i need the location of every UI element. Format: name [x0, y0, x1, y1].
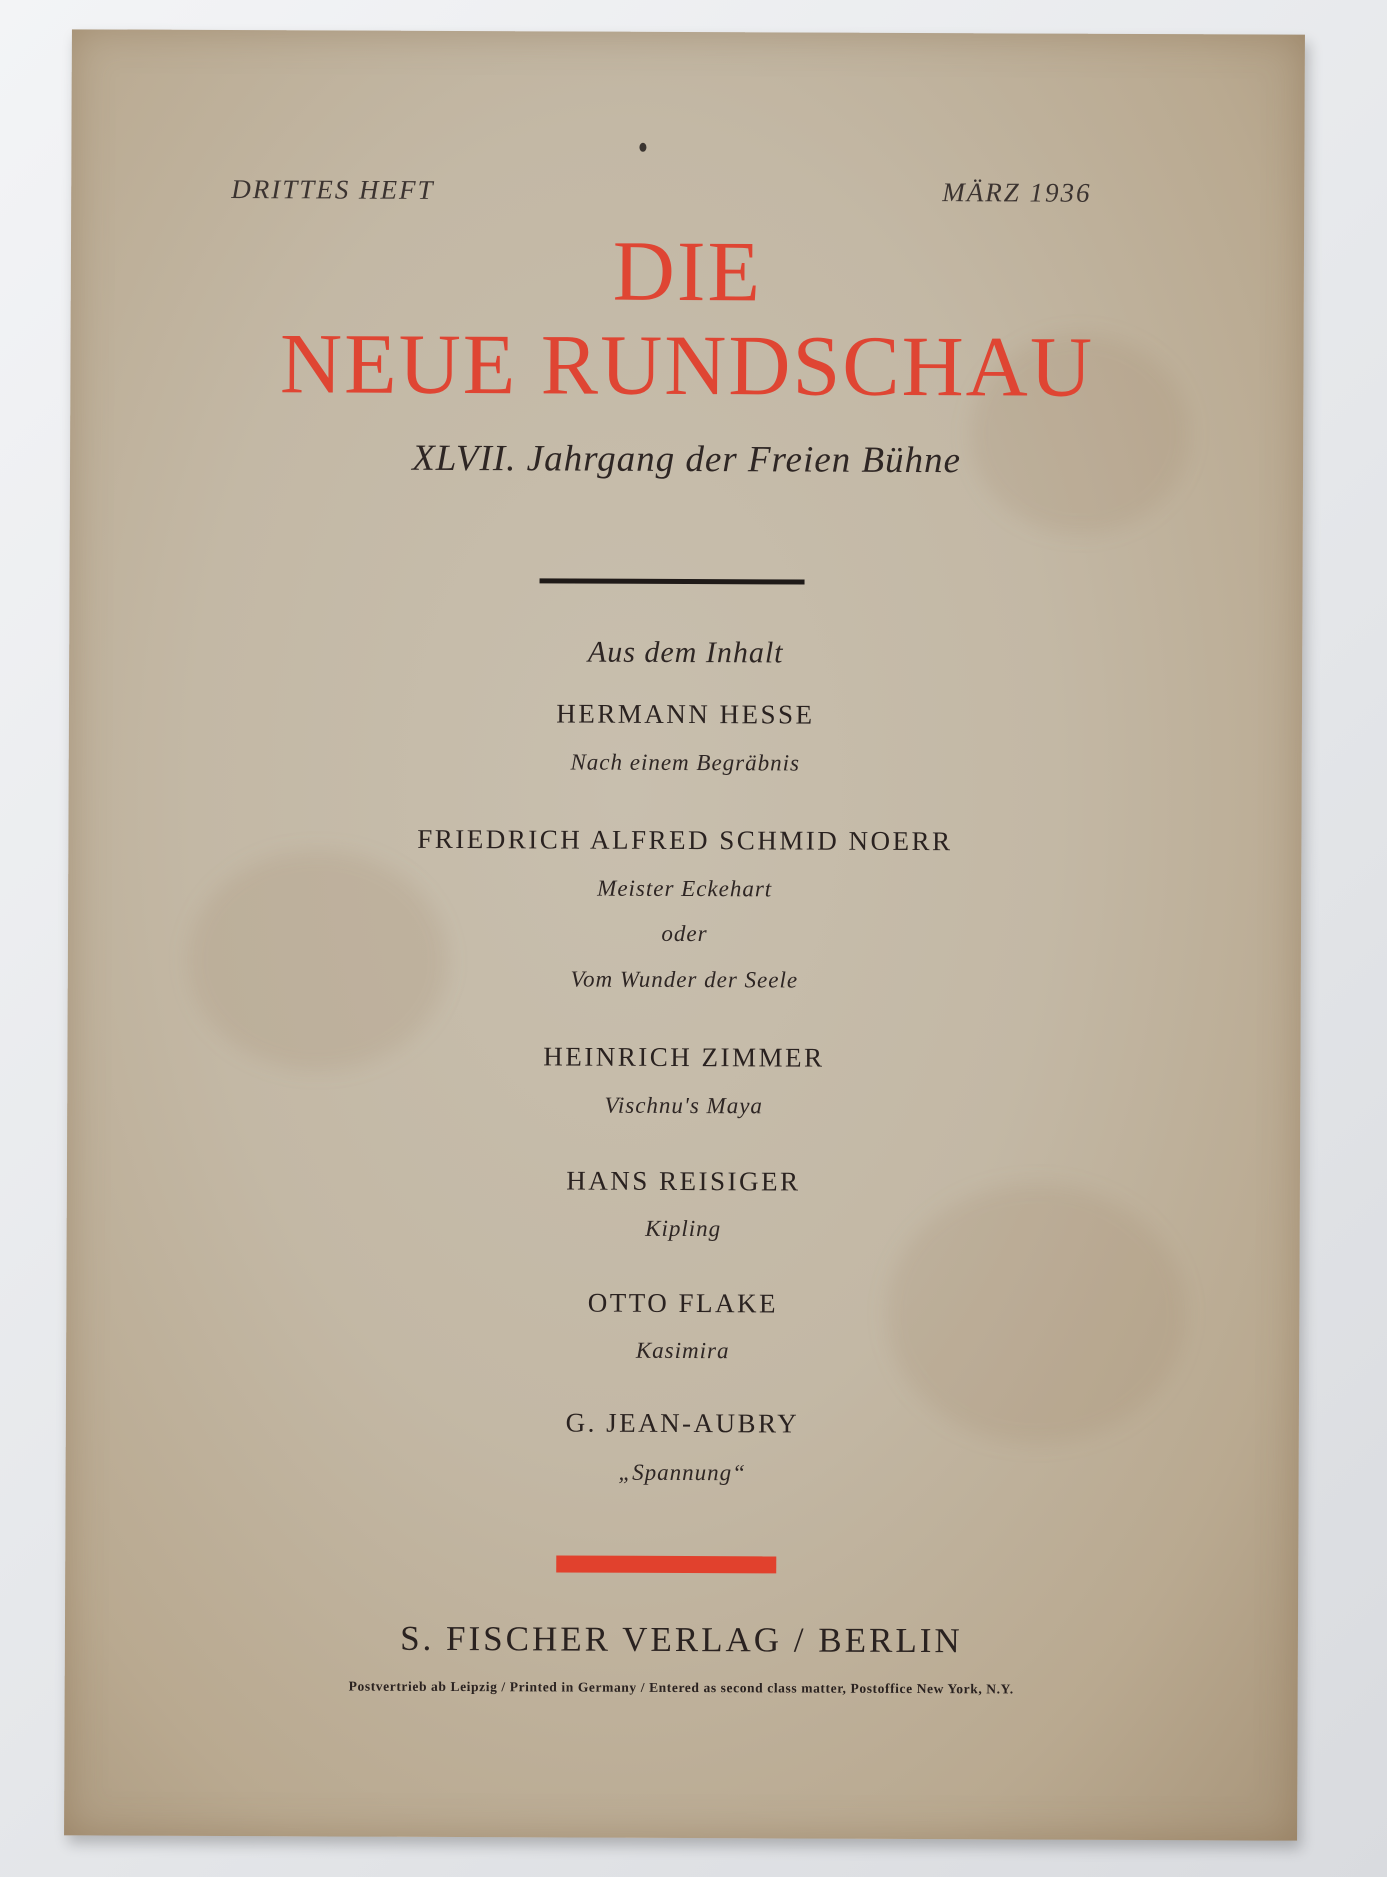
- issue-label: DRITTES HEFT: [231, 174, 435, 205]
- title-line-1: DIE: [612, 222, 763, 320]
- contents-work: Nach einem Begräbnis: [570, 749, 801, 776]
- contents-work: Kasimira: [635, 1337, 730, 1364]
- issue-date: MÄRZ 1936: [942, 177, 1092, 208]
- magazine-cover: [64, 29, 1305, 1840]
- ink-dot: [639, 143, 646, 152]
- red-divider: [556, 1555, 776, 1573]
- title-line-2: NEUE RUNDSCHAU: [279, 315, 1095, 415]
- contents-work: Vischnu's Maya: [604, 1092, 763, 1119]
- contents-work: Meister Eckehart: [597, 875, 773, 902]
- publisher: S. FISCHER VERLAG / BERLIN: [400, 1618, 963, 1661]
- contents-heading: Aus dem Inhalt: [587, 635, 784, 670]
- contents-author: HANS REISIGER: [566, 1165, 801, 1197]
- contents-author: G. JEAN-AUBRY: [565, 1407, 800, 1439]
- imprint-line: Postvertrieb ab Leipzig / Printed in Germany / Entered as second class matter, Postoffice New York, N.Y.: [348, 1678, 1014, 1697]
- contents-work: „Spannung“: [618, 1459, 747, 1486]
- contents-work: Vom Wunder der Seele: [570, 966, 799, 993]
- contents-work: Kipling: [645, 1215, 722, 1242]
- contents-work: oder: [661, 920, 708, 947]
- contents-author: HEINRICH ZIMMER: [543, 1041, 825, 1073]
- contents-author: FRIEDRICH ALFRED SCHMID NOERR: [417, 823, 953, 857]
- black-divider: [540, 578, 805, 584]
- subtitle: XLVII. Jahrgang der Freien Bühne: [412, 437, 962, 482]
- contents-author: HERMANN HESSE: [556, 698, 815, 730]
- contents-author: OTTO FLAKE: [587, 1287, 779, 1319]
